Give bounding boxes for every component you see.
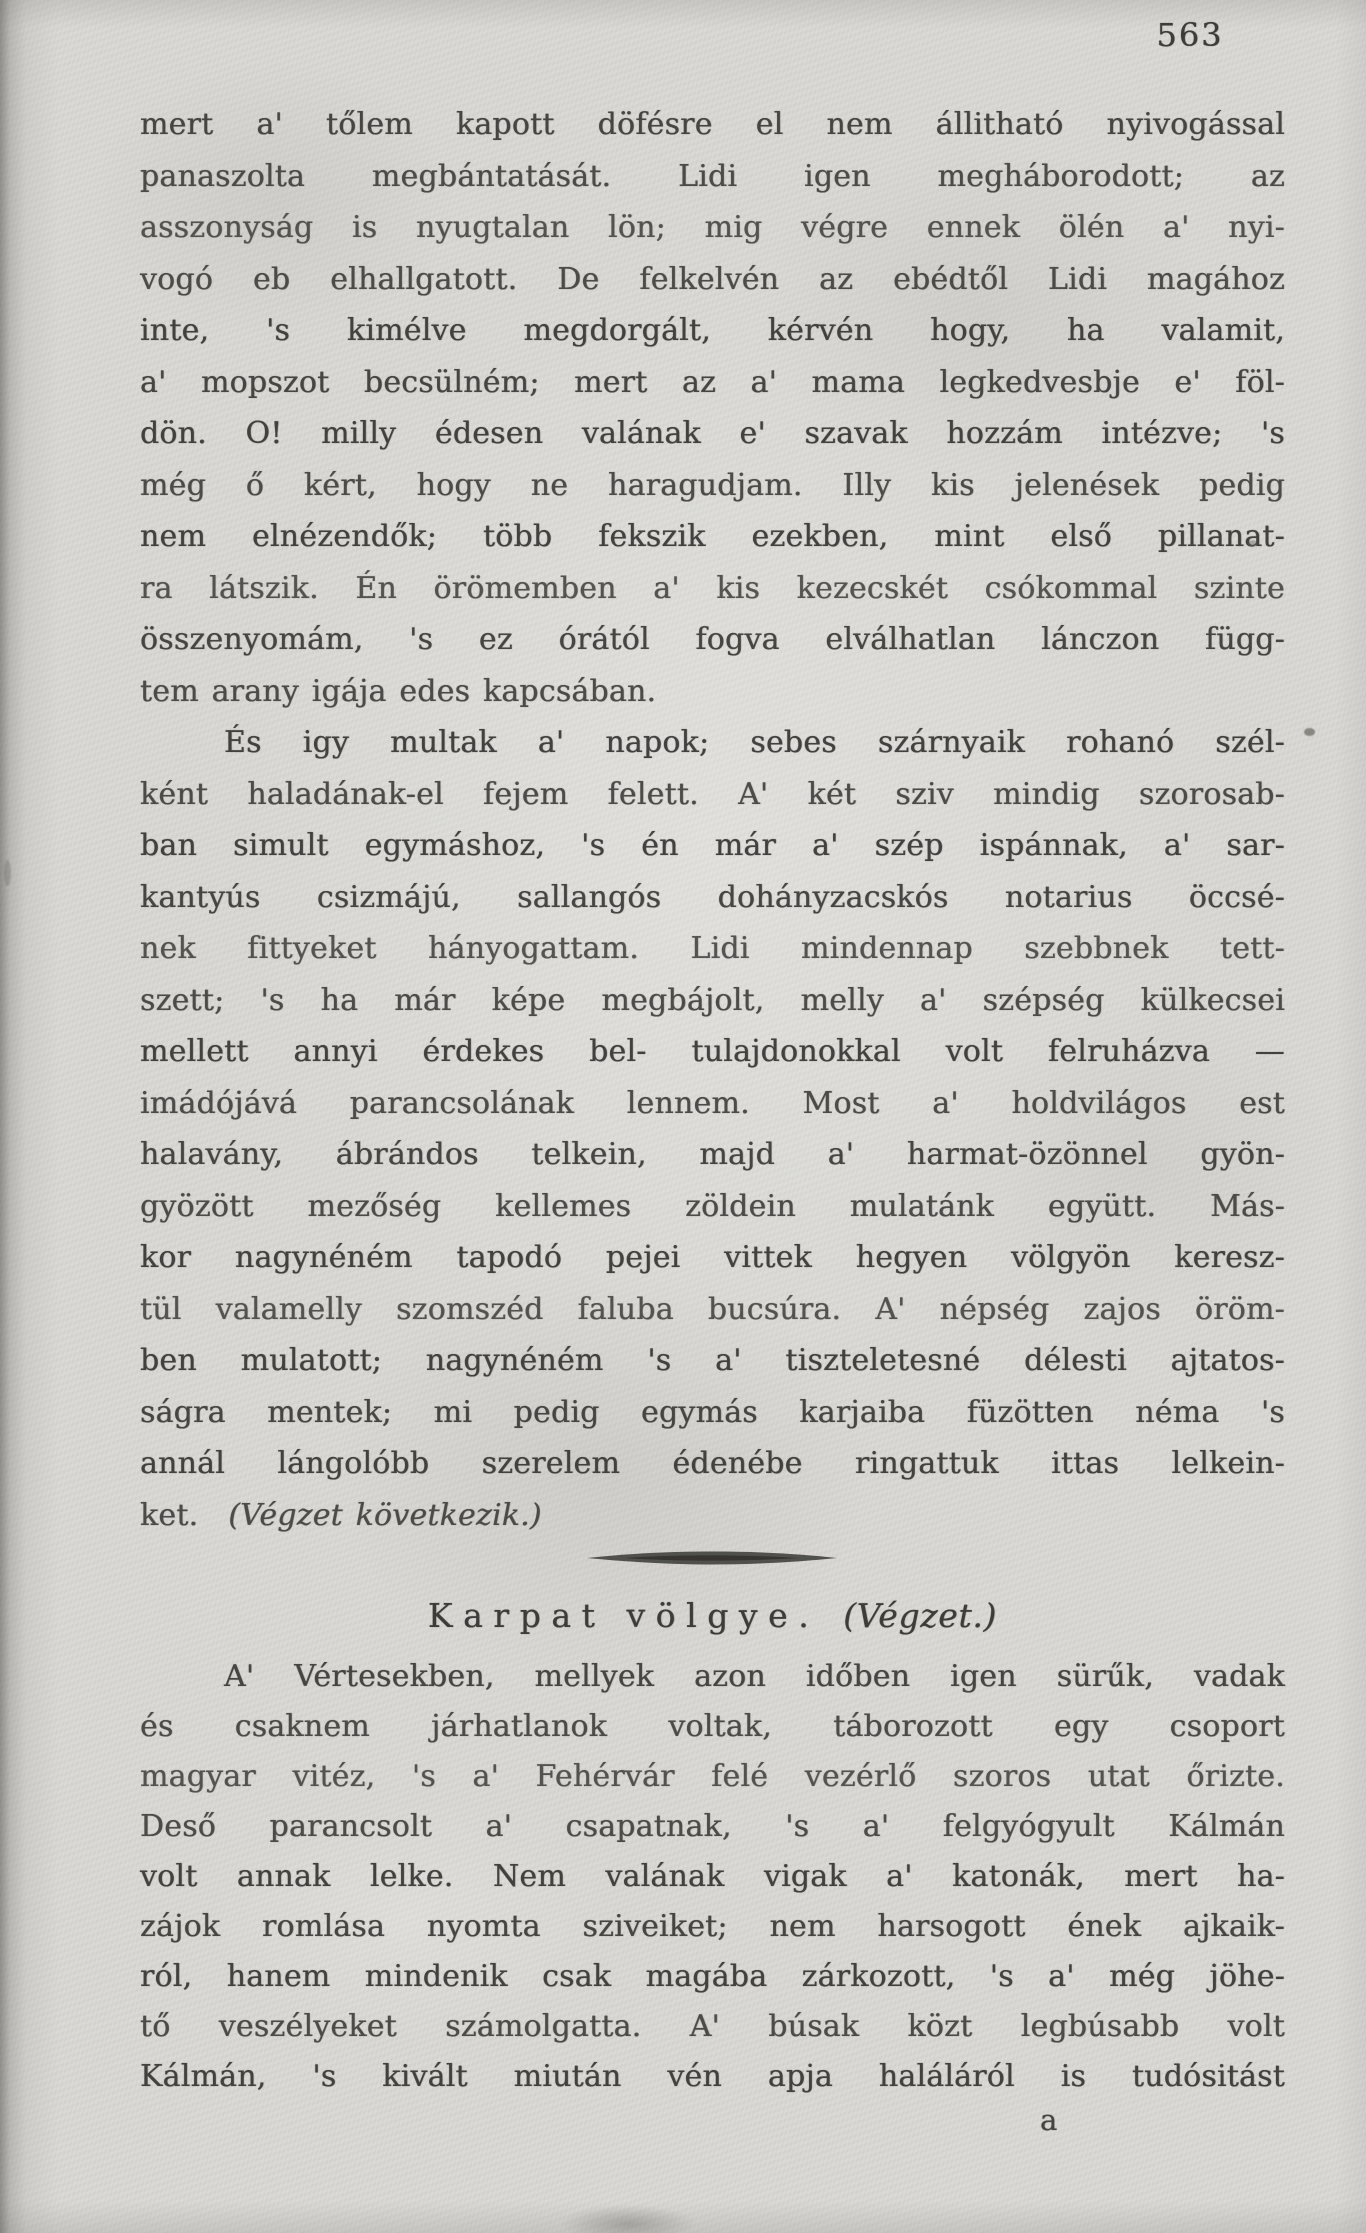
text-line [140,1652,1285,1702]
text-segment: halavány, ábrándos telkein, majd a' harmat-özönnel gyön- [140,1137,1285,1172]
text-line [140,1752,1285,1802]
text-line [140,563,1285,615]
text-segment: ságra mentek; mi pedig egymás karjaiba füzötten néma 's [140,1394,1285,1430]
text-segment: még ő kért, hogy ne haragudjam. Illy kis jelenések pedig [140,467,1285,503]
text-segment: vogó eb elhallgatott. De felkelvén az ebédtől Lidi magához [140,261,1285,297]
text-segment: magyar vitéz, 's a' Fehérvár felé vezérlő szoros utat őrizte. [140,1759,1285,1794]
text-segment: volt annak lelke. Nem valának vigak a' katonák, mert ha- [140,1859,1285,1894]
text-segment: kantyús csizmájú, sallangós dohányzacskós notarius öccsé- [140,879,1285,915]
text-line [140,1078,1285,1130]
text-segment: nek fittyeket hányogattam. Lidi mindennap szebbnek tett- [140,931,1285,966]
text-line [140,717,1285,769]
divider-ornament [585,1549,839,1567]
text-line [140,2002,1285,2052]
text-segment: ban simult egymáshoz, 's én már a' szép ispánnak, a' sar- [140,828,1285,863]
text-segment: imádójává parancsolának lennem. Most a' holdvilágos est [140,1085,1285,1121]
text-line [140,1129,1285,1181]
chapter-subtitle: (Végzet.) [843,1596,998,1635]
text-segment: ket. [140,1497,199,1533]
text-segment: És igy multak a' napok; sebes szárnyaik rohanó szél- [224,725,1285,760]
text-segment: A' Vértesekben, mellyek azon időben igen sürűk, vadak [224,1659,1285,1694]
chapter-title: Karpat völgye. [427,1596,820,1635]
catchword: a [1040,2103,1058,2137]
text-line [140,666,1285,718]
text-line [140,923,1285,975]
chapter-body-text [140,1652,1285,2102]
text-segment: Kálmán, 's kivált miután vén apja haláláról is tudósitást [140,2059,1285,2094]
text-line [140,614,1285,666]
text-line [140,202,1285,254]
text-segment: ként haladának-el fejem felett. A' két sziv mindig szorosab- [140,776,1285,812]
story-continuation-text [140,99,1285,1541]
text-line [140,305,1285,357]
text-line [140,151,1285,203]
text-segment: tő veszélyeket számolgatta. A' búsak közt legbúsabb volt [140,2009,1285,2044]
text-line [140,1802,1285,1852]
text-segment: asszonyság is nyugtalan lön; mig végre ennek ölén a' nyi- [140,210,1285,245]
text-segment: ról, hanem mindenik csak magába zárkozott, 's a' még jöhe- [140,1959,1285,1994]
text-segment: gyözött mezőség kellemes zöldein mulatánk együtt. Más- [140,1188,1285,1224]
text-line [140,1232,1285,1284]
text-segment: zájok romlása nyomta sziveiket; nem harsogott ének ajkaik- [140,1909,1285,1944]
text-line [140,408,1285,460]
text-line [140,511,1285,563]
text-line [140,460,1285,512]
paper-stain [4,860,11,886]
text-line [140,975,1285,1027]
text-line [140,1284,1285,1336]
text-line [140,1026,1285,1078]
text-segment: nem elnézendők; több fekszik ezekben, mint első pillanat- [140,519,1285,554]
text-line [140,1181,1285,1233]
text-segment: tem arany igája edes kapcsában. [140,673,657,709]
text-line [140,1335,1285,1387]
text-segment: panaszolta megbántatását. Lidi igen megháborodott; az [140,158,1285,194]
text-line [140,1702,1285,1752]
text-segment: (Végzet következik.) [228,1497,542,1533]
text-line [140,1490,1285,1542]
text-segment: a' mopszot becsülném; mert az a' mama legkedvesbje e' föl- [140,364,1285,400]
text-line [140,1438,1285,1490]
text-line [140,820,1285,872]
text-segment: kor nagynéném tapodó pejei vittek hegyen völgyön keresz- [140,1240,1285,1275]
ink-speck [1304,728,1315,736]
text-line [140,1387,1285,1439]
text-segment: szett; 's ha már képe megbájolt, melly a' szépség külkecsei [140,982,1285,1018]
text-segment: és csaknem járhatlanok voltak, táborozott egy csoport [140,1709,1285,1744]
page-number: 563 [1156,16,1224,54]
text-line [140,1952,1285,2002]
text-line [140,769,1285,821]
text-segment: Deső parancsolt a' csapatnak, 's a' felgyógyult Kálmán [140,1809,1285,1844]
text-segment: ben mulatott; nagynéném 's a' tiszteletesné délesti ajtatos- [140,1343,1285,1378]
text-line [140,872,1285,924]
text-segment: annál lángolóbb szerelem édenébe ringattuk ittas lelkein- [140,1446,1285,1481]
text-line [140,1852,1285,1902]
text-line [140,2052,1285,2102]
text-line [140,357,1285,409]
text-segment: dön. O! milly édesen valának e' szavak hozzám intézve; 's [140,416,1285,451]
text-segment: tül valamelly szomszéd faluba bucsúra. A' népség zajos öröm- [140,1291,1285,1327]
text-segment: ra látszik. Én örömemben a' kis kezecskét csókommal szinte [140,570,1285,606]
text-line [140,99,1285,151]
chapter-heading [140,1596,1285,1635]
text-line [140,1902,1285,1952]
text-segment: összenyomám, 's ez órától fogva elválhatlan lánczon függ- [140,622,1285,657]
text-segment: mellett annyi érdekes bel- tulajdonokkal volt felruházva — [140,1034,1285,1069]
text-segment: inte, 's kimélve megdorgált, kérvén hogy, ha valamit, [140,313,1285,348]
ink-speck [1248,540,1257,547]
text-segment: mert a' tőlem kapott döfésre el nem állitható nyivogással [140,107,1285,142]
text-line [140,254,1285,306]
